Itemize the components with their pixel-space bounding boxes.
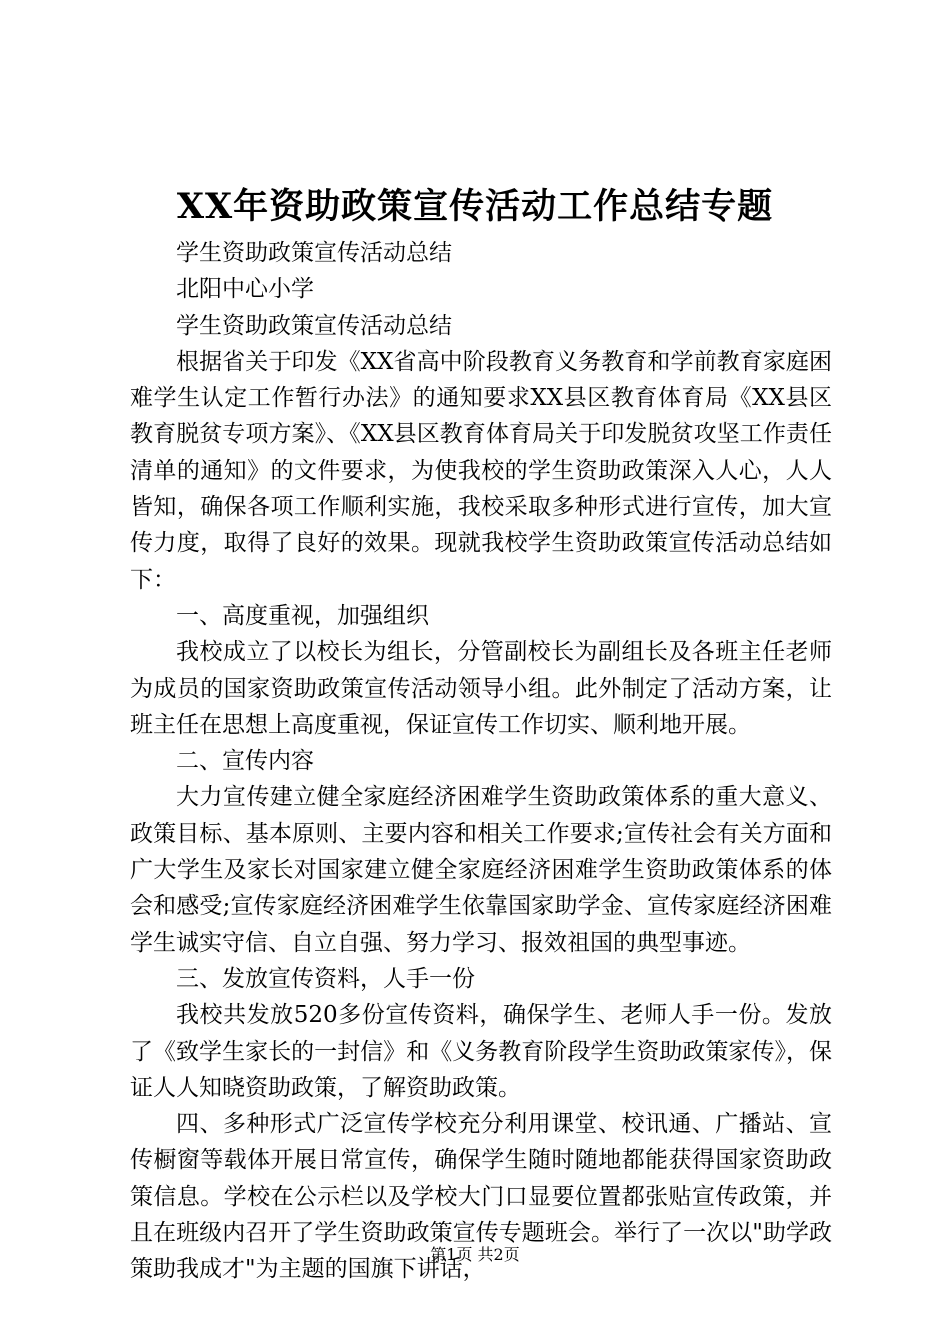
paragraph: 我校共发放520多份宣传资料，确保学生、老师人手一份。发放了《致学生家长的一封信》和《义务教育阶段学生资助政策家传》，保证人人知晓资助政策，了解资助政策。 — [130, 1002, 832, 1101]
document-title: XX年资助政策宣传活动工作总结专题 — [176, 186, 774, 227]
document-body — [130, 235, 832, 1288]
section-heading: 一、高度重视，加强组织 — [176, 602, 429, 629]
section-heading: 三、发放宣传资料，人手一份 — [176, 965, 475, 992]
page-footer: 第1页 共2页 — [430, 1245, 520, 1264]
paragraph: 四、多种形式广泛宣传学校充分利用课堂、校讯通、广播站、宣传橱窗等载体开展日常宣传，确保学生随时随地都能获得国家资助政策信息。学校在公示栏以及学校大门口显要位置都张贴宣传政策，并且在班级内召开了学生资助政策宣传专题班会。举行了一次以"助学政策助我成才"为主题的国旗下讲话， — [130, 1111, 832, 1283]
paragraph: 根据省关于印发《XX省高中阶段教育义务教育和学前教育家庭困难学生认定工作暂行办法》的通知要求XX县区教育体育局《XX县区教育脱贫专项方案》、《XX县区教育体育局关于印发脱贫攻坚工作责任清单的通知》的文件要求，为使我校的学生资助政策深入人心，人人皆知，确保各项工作顺利实施，我校采取多种形式进行宣传，加大宣传力度，取得了良好的效果。现就我校学生资助政策宣传活动总结如下： — [130, 348, 832, 593]
paragraph: 我校成立了以校长为组长，分管副校长为副组长及各班主任老师为成员的国家资助政策宣传活动领导小组。此外制定了活动方案，让班主任在思想上高度重视，保证宣传工作切实、顺利地开展。 — [130, 639, 832, 738]
paragraph: 北阳中心小学 — [176, 276, 314, 303]
section-heading: 二、宣传内容 — [176, 748, 314, 775]
paragraph: 学生资助政策宣传活动总结 — [176, 240, 452, 266]
paragraph: 学生资助政策宣传活动总结 — [176, 312, 452, 339]
paragraph: 大力宣传建立健全家庭经济困难学生资助政策体系的重大意义、政策目标、基本原则、主要内容和相关工作要求;宣传社会有关方面和广大学生及家长对国家建立健全家庭经济困难学生资助政策体系的体会和感受;宣传家庭经济困难学生依靠国家助学金、宣传家庭经济困难学生诚实守信、自立自强、努力学习、报效祖国的典型事迹。 — [130, 784, 832, 956]
